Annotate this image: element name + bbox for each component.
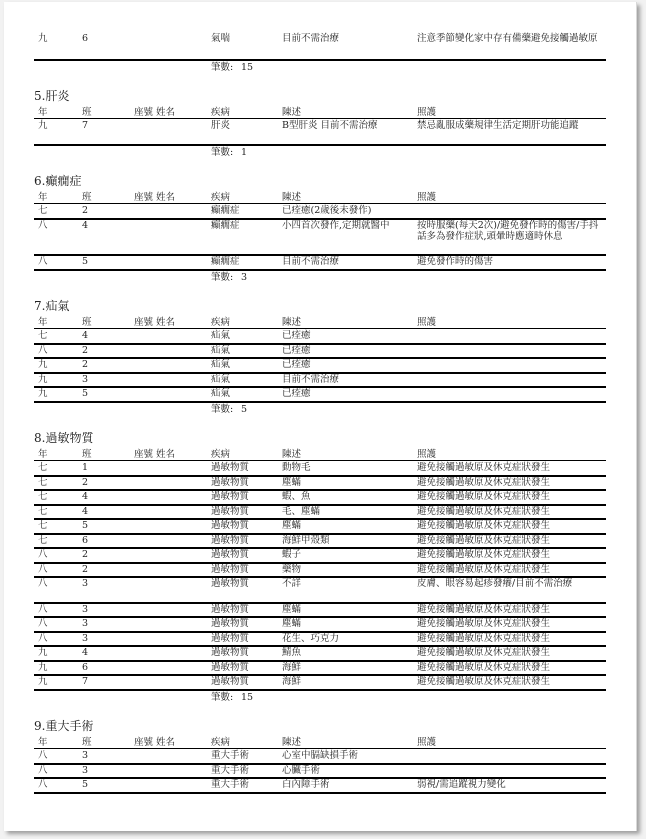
class-cell: 3 <box>82 632 89 644</box>
care-cell: 避免接觸過敏原及休克症狀發生 <box>417 534 551 546</box>
disease-cell: 過敏物質 <box>211 578 250 589</box>
disease-cell: 疝氣 <box>211 344 231 356</box>
disease-cell: 過敏物質 <box>211 476 250 488</box>
disease-cell: 肝炎 <box>211 120 231 131</box>
record-count-value: 3 <box>241 271 248 283</box>
description-cell: 毛、塵蟎 <box>282 505 321 517</box>
col-header-grade: 年 <box>38 736 48 748</box>
header-divider <box>34 328 606 329</box>
section-title: 8.過敏物質 <box>34 430 94 445</box>
col-header-description: 陳述 <box>282 316 302 328</box>
grade-cell: 八 <box>38 779 48 790</box>
grade-cell: 七 <box>38 491 48 502</box>
grade-cell: 九 <box>38 661 48 673</box>
disease-cell: 疝氣 <box>211 330 231 341</box>
header-divider <box>34 118 606 119</box>
record-count-value: 1 <box>241 146 248 158</box>
col-header-class: 班 <box>82 106 92 118</box>
care-cell: 避免接觸過敏原及休克症狀發生 <box>417 476 551 488</box>
description-cell: 蝦、魚 <box>282 491 311 502</box>
disease-cell: 過敏物質 <box>211 647 250 658</box>
disease-cell: 過敏物質 <box>211 618 250 629</box>
row-divider <box>34 343 606 345</box>
disease-cell: 過敏物質 <box>211 632 250 644</box>
class-cell: 4 <box>82 647 89 658</box>
class-cell: 3 <box>82 373 89 385</box>
class-cell: 6 <box>82 33 89 44</box>
care-cell: 避免接觸過敏原及休克症狀發生 <box>417 563 551 575</box>
section-title: 6.癲癇症 <box>34 173 82 188</box>
disease-cell: 過敏物質 <box>211 676 250 687</box>
col-header-description: 陳述 <box>282 448 302 460</box>
description-cell: 動物毛 <box>282 462 311 473</box>
record-count-value: 15 <box>241 691 254 703</box>
disease-cell: 癲癇症 <box>211 205 240 216</box>
grade-cell: 九 <box>38 388 48 399</box>
description-cell: 塵蟎 <box>282 603 302 615</box>
disease-cell: 過敏物質 <box>211 462 250 473</box>
grade-cell: 八 <box>38 603 48 615</box>
col-header-care: 照護 <box>417 736 437 748</box>
class-cell: 5 <box>82 388 89 399</box>
header-divider <box>34 460 606 461</box>
class-cell: 4 <box>82 330 89 341</box>
description-cell: 已痊癒(2歲後未發作) <box>282 205 372 216</box>
disease-cell: 過敏物質 <box>211 563 250 575</box>
description-cell: 塵蟎 <box>282 520 302 531</box>
grade-cell: 八 <box>38 632 48 644</box>
class-cell: 5 <box>82 256 89 267</box>
grade-cell: 八 <box>38 344 48 356</box>
description-cell: 海鮮 <box>282 676 302 687</box>
care-cell: 避免接觸過敏原及休克症狀發生 <box>417 520 551 531</box>
row-divider <box>34 386 606 388</box>
row-divider <box>34 144 606 146</box>
care-cell: 避免接觸過敏原及休克症狀發生 <box>417 603 551 615</box>
header-divider <box>34 203 606 204</box>
grade-cell: 九 <box>38 120 48 131</box>
description-cell: 白內障手術 <box>282 779 330 790</box>
grade-cell: 七 <box>38 476 48 488</box>
row-divider <box>34 357 606 359</box>
class-cell: 3 <box>82 578 89 589</box>
grade-cell: 八 <box>38 563 48 575</box>
description-cell: 塵蟎 <box>282 476 302 488</box>
disease-cell: 過敏物質 <box>211 603 250 615</box>
description-cell: 藥物 <box>282 563 302 575</box>
row-divider <box>34 401 606 403</box>
class-cell: 4 <box>82 491 89 502</box>
col-header-disease: 疾病 <box>211 736 231 748</box>
grade-cell: 九 <box>38 676 48 687</box>
disease-cell: 過敏物質 <box>211 534 250 546</box>
care-cell: 避免接觸過敏原及休克症狀發生 <box>417 676 551 687</box>
class-cell: 6 <box>82 661 89 673</box>
col-header-class: 班 <box>82 736 92 748</box>
col-header-class: 班 <box>82 316 92 328</box>
disease-cell: 重大手術 <box>211 750 250 761</box>
record-count-value: 15 <box>241 61 254 73</box>
description-cell: 鯖魚 <box>282 647 302 658</box>
class-cell: 2 <box>82 563 89 575</box>
disease-cell: 癲癇症 <box>211 219 240 231</box>
class-cell: 2 <box>82 476 89 488</box>
care-cell: 避免接觸過敏原及休克症狀發生 <box>417 505 551 517</box>
col-header-seat-name: 座號 姓名 <box>134 316 176 328</box>
grade-cell: 八 <box>38 219 48 231</box>
care-cell: 避免接觸過敏原及休克症狀發生 <box>417 491 551 502</box>
class-cell: 4 <box>82 505 89 517</box>
class-cell: 4 <box>82 219 89 231</box>
grade-cell: 八 <box>38 549 48 560</box>
class-cell: 3 <box>82 750 89 761</box>
col-header-class: 班 <box>82 191 92 203</box>
care-cell: 避免接觸過敏原及休克症狀發生 <box>417 632 551 644</box>
description-cell: 已痊癒 <box>282 359 311 370</box>
grade-cell: 八 <box>38 764 48 776</box>
record-count-label: 筆數: <box>211 691 234 703</box>
disease-cell: 過敏物質 <box>211 491 250 502</box>
disease-cell: 疝氣 <box>211 373 231 385</box>
record-count-label: 筆數: <box>211 271 234 283</box>
class-cell: 2 <box>82 549 89 560</box>
class-cell: 3 <box>82 618 89 629</box>
grade-cell: 七 <box>38 330 48 341</box>
document-page <box>4 2 637 831</box>
col-header-disease: 疾病 <box>211 448 231 460</box>
grade-cell: 七 <box>38 505 48 517</box>
care-cell: 避免接觸過敏原及休克症狀發生 <box>417 462 551 473</box>
grade-cell: 九 <box>38 373 48 385</box>
disease-cell: 過敏物質 <box>211 661 250 673</box>
description-cell: 已痊癒 <box>282 330 311 341</box>
grade-cell: 八 <box>38 618 48 629</box>
disease-cell: 重大手術 <box>211 764 250 776</box>
class-cell: 2 <box>82 344 89 356</box>
description-cell: 目前不需治療 <box>282 256 340 267</box>
row-divider <box>34 792 606 794</box>
description-cell: 蝦子 <box>282 549 302 560</box>
grade-cell: 九 <box>38 647 48 658</box>
header-divider <box>34 748 606 749</box>
disease-cell: 癲癇症 <box>211 256 240 267</box>
col-header-class: 班 <box>82 448 92 460</box>
description-cell: 不詳 <box>282 578 302 589</box>
description-cell: 心室中膈缺損手術 <box>282 750 359 761</box>
class-cell: 7 <box>82 676 89 687</box>
col-header-grade: 年 <box>38 448 48 460</box>
class-cell: 7 <box>82 120 89 131</box>
care-cell: 避免發作時的傷害 <box>417 256 494 267</box>
care-cell: 避免接觸過敏原及休克症狀發生 <box>417 618 551 629</box>
grade-cell: 八 <box>38 256 48 267</box>
grade-cell: 七 <box>38 520 48 531</box>
row-divider <box>34 59 606 61</box>
col-header-seat-name: 座號 姓名 <box>134 448 176 460</box>
col-header-grade: 年 <box>38 106 48 118</box>
col-header-care: 照護 <box>417 448 437 460</box>
grade-cell: 九 <box>38 33 48 44</box>
section-title: 9.重大手術 <box>34 718 94 733</box>
care-cell: 禁忌亂服成藥規律生活定期肝功能追蹤 <box>417 120 579 131</box>
grade-cell: 八 <box>38 750 48 761</box>
disease-cell: 重大手術 <box>211 779 250 790</box>
class-cell: 3 <box>82 603 89 615</box>
care-cell: 避免接觸過敏原及休克症狀發生 <box>417 661 551 673</box>
section-title: 5.肝炎 <box>34 88 70 103</box>
disease-cell: 過敏物質 <box>211 549 250 560</box>
section-title: 7.疝氣 <box>34 298 70 313</box>
grade-cell: 七 <box>38 534 48 546</box>
class-cell: 5 <box>82 520 89 531</box>
care-cell: 按時服藥(每天2次)/避免發作時的傷害/手抖話多為發作症狀,頭暈時應適時休息 <box>417 219 599 242</box>
col-header-disease: 疾病 <box>211 191 231 203</box>
description-cell: 已痊癒 <box>282 388 311 399</box>
row-divider <box>34 269 606 271</box>
description-cell: 小四首次發作,定期就醫中 <box>282 219 390 231</box>
col-header-care: 照護 <box>417 106 437 118</box>
col-header-description: 陳述 <box>282 191 302 203</box>
col-header-grade: 年 <box>38 191 48 203</box>
record-count-value: 5 <box>241 403 248 415</box>
description-cell: 海鮮甲殼類 <box>282 534 330 546</box>
disease-cell: 氣喘 <box>211 33 231 44</box>
disease-cell: 疝氣 <box>211 388 231 399</box>
col-header-disease: 疾病 <box>211 106 231 118</box>
col-header-seat-name: 座號 姓名 <box>134 736 176 748</box>
description-cell: B型肝炎 目前不需治療 <box>282 120 378 131</box>
description-cell: 心臟手術 <box>282 764 321 776</box>
care-cell: 避免接觸過敏原及休克症狀發生 <box>417 647 551 658</box>
disease-cell: 過敏物質 <box>211 505 250 517</box>
row-divider <box>34 689 606 691</box>
care-cell: 皮膚、眼容易起疹發癢/目前不需治療 <box>417 578 573 589</box>
col-header-care: 照護 <box>417 316 437 328</box>
class-cell: 2 <box>82 205 89 216</box>
col-header-care: 照護 <box>417 191 437 203</box>
class-cell: 1 <box>82 462 89 473</box>
record-count-label: 筆數: <box>211 61 234 73</box>
col-header-disease: 疾病 <box>211 316 231 328</box>
grade-cell: 九 <box>38 359 48 370</box>
class-cell: 3 <box>82 764 89 776</box>
care-cell: 弱視/需追蹤視力變化 <box>417 779 506 790</box>
col-header-description: 陳述 <box>282 106 302 118</box>
col-header-seat-name: 座號 姓名 <box>134 106 176 118</box>
class-cell: 5 <box>82 779 89 790</box>
disease-cell: 過敏物質 <box>211 520 250 531</box>
care-cell: 避免接觸過敏原及休克症狀發生 <box>417 549 551 560</box>
record-count-label: 筆數: <box>211 146 234 158</box>
col-header-seat-name: 座號 姓名 <box>134 191 176 203</box>
col-header-grade: 年 <box>38 316 48 328</box>
disease-cell: 疝氣 <box>211 359 231 370</box>
description-cell: 目前不需治療 <box>282 373 340 385</box>
description-cell: 目前不需治療 <box>282 33 340 44</box>
grade-cell: 八 <box>38 578 48 589</box>
description-cell: 已痊癒 <box>282 344 311 356</box>
description-cell: 花生、巧克力 <box>282 632 340 644</box>
grade-cell: 七 <box>38 462 48 473</box>
grade-cell: 七 <box>38 205 48 216</box>
care-cell: 注意季節變化家中存有備藥避免接觸過敏原 <box>417 33 598 44</box>
description-cell: 海鮮 <box>282 661 302 673</box>
col-header-description: 陳述 <box>282 736 302 748</box>
description-cell: 塵蟎 <box>282 618 302 629</box>
record-count-label: 筆數: <box>211 403 234 415</box>
class-cell: 6 <box>82 534 89 546</box>
class-cell: 2 <box>82 359 89 370</box>
